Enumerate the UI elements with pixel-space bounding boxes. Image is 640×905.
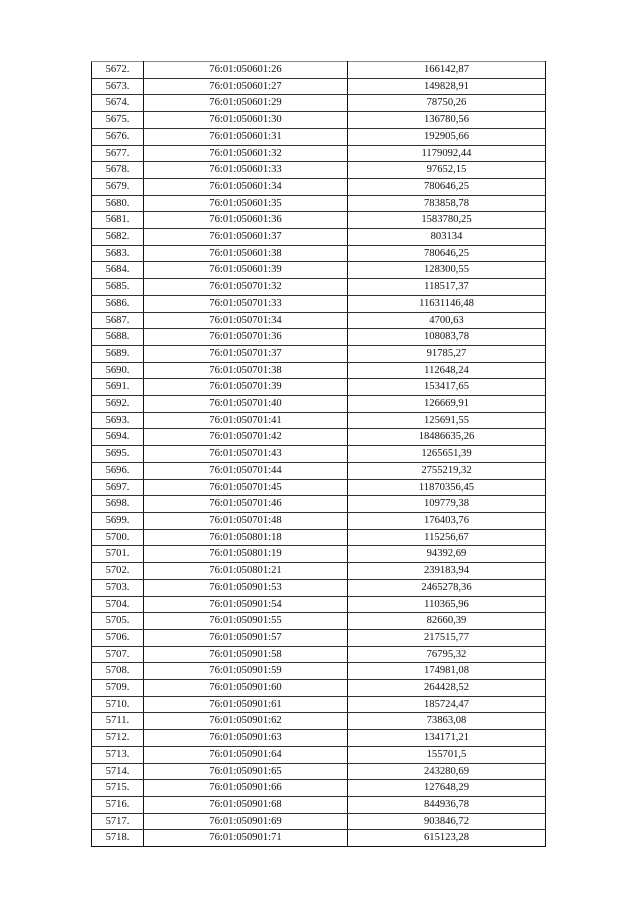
- cadastral-number-cell: 76:01:050901:66: [144, 780, 348, 797]
- cadastral-number-cell: 76:01:050801:18: [144, 529, 348, 546]
- cadastral-number-cell: 76:01:050701:37: [144, 345, 348, 362]
- table-row: [92, 145, 546, 162]
- cadastral-number-cell: 76:01:050701:41: [144, 412, 348, 429]
- cadastral-value-cell: 149828,91: [348, 78, 546, 95]
- table-row: [92, 579, 546, 596]
- cadastral-value-cell: 166142,87: [348, 62, 546, 79]
- row-number-cell: 5700.: [92, 529, 144, 546]
- cadastral-value-cell: 94392,69: [348, 546, 546, 563]
- cadastral-number-cell: 76:01:050601:26: [144, 62, 348, 79]
- row-number-cell: 5676.: [92, 128, 144, 145]
- cadastral-number-cell: 76:01:050901:62: [144, 713, 348, 730]
- cadastral-number-cell: 76:01:050701:34: [144, 312, 348, 329]
- cadastral-value-cell: 217515,77: [348, 629, 546, 646]
- cadastral-value-cell: 110365,96: [348, 596, 546, 613]
- cadastral-number-cell: 76:01:050701:40: [144, 396, 348, 413]
- row-number-cell: 5693.: [92, 412, 144, 429]
- cadastral-number-cell: 76:01:050701:46: [144, 496, 348, 513]
- cadastral-number-cell: 76:01:050901:60: [144, 680, 348, 697]
- row-number-cell: 5710.: [92, 696, 144, 713]
- row-number-cell: 5686.: [92, 295, 144, 312]
- table-row: [92, 780, 546, 797]
- cadastral-number-cell: 76:01:050601:33: [144, 162, 348, 179]
- cadastral-value-cell: 264428,52: [348, 680, 546, 697]
- table-row: [92, 329, 546, 346]
- table-row: [92, 429, 546, 446]
- cadastral-value-cell: 125691,55: [348, 412, 546, 429]
- row-number-cell: 5685.: [92, 279, 144, 296]
- cadastral-number-cell: 76:01:050701:42: [144, 429, 348, 446]
- table-row: [92, 479, 546, 496]
- cadastral-number-cell: 76:01:050901:64: [144, 746, 348, 763]
- row-number-cell: 5699.: [92, 512, 144, 529]
- table-row: [92, 613, 546, 630]
- cadastral-number-cell: 76:01:050901:69: [144, 813, 348, 830]
- row-number-cell: 5681.: [92, 212, 144, 229]
- cadastral-value-cell: 127648,29: [348, 780, 546, 797]
- cadastral-number-cell: 76:01:050601:31: [144, 128, 348, 145]
- row-number-cell: 5705.: [92, 613, 144, 630]
- table-row: [92, 830, 546, 847]
- table-row: [92, 763, 546, 780]
- cadastral-number-cell: 76:01:050601:32: [144, 145, 348, 162]
- cadastral-number-cell: 76:01:050901:59: [144, 663, 348, 680]
- cadastral-value-cell: 91785,27: [348, 345, 546, 362]
- cadastral-number-cell: 76:01:050901:68: [144, 796, 348, 813]
- row-number-cell: 5715.: [92, 780, 144, 797]
- table-row: [92, 813, 546, 830]
- row-number-cell: 5691.: [92, 379, 144, 396]
- cadastral-value-cell: 128300,55: [348, 262, 546, 279]
- cadastral-value-cell: 615123,28: [348, 830, 546, 847]
- table-row: [92, 412, 546, 429]
- row-number-cell: 5694.: [92, 429, 144, 446]
- table-row: [92, 195, 546, 212]
- row-number-cell: 5673.: [92, 78, 144, 95]
- cadastral-number-cell: 76:01:050901:53: [144, 579, 348, 596]
- table-row: [92, 529, 546, 546]
- table-row: [92, 162, 546, 179]
- row-number-cell: 5687.: [92, 312, 144, 329]
- table-row: [92, 95, 546, 112]
- table-row: [92, 696, 546, 713]
- table-row: [92, 746, 546, 763]
- table-row: [92, 796, 546, 813]
- cadastral-number-cell: 76:01:050901:58: [144, 646, 348, 663]
- cadastral-number-cell: 76:01:050701:38: [144, 362, 348, 379]
- cadastral-value-cell: 239183,94: [348, 563, 546, 580]
- cadastral-number-cell: 76:01:050601:35: [144, 195, 348, 212]
- table-row: [92, 546, 546, 563]
- cadastral-number-cell: 76:01:050901:65: [144, 763, 348, 780]
- cadastral-value-cell: 11631146,48: [348, 295, 546, 312]
- cadastral-value-cell: 73863,08: [348, 713, 546, 730]
- table-row: [92, 379, 546, 396]
- table-row: [92, 112, 546, 129]
- row-number-cell: 5672.: [92, 62, 144, 79]
- cadastral-value-cell: 109779,38: [348, 496, 546, 513]
- table-body: [92, 62, 546, 847]
- table-row: [92, 462, 546, 479]
- table-row: [92, 312, 546, 329]
- cadastral-value-cell: 2755219,32: [348, 462, 546, 479]
- cadastral-number-cell: 76:01:050701:43: [144, 446, 348, 463]
- table-row: [92, 262, 546, 279]
- cadastral-value-cell: 243280,69: [348, 763, 546, 780]
- cadastral-value-cell: 174981,08: [348, 663, 546, 680]
- row-number-cell: 5707.: [92, 646, 144, 663]
- row-number-cell: 5708.: [92, 663, 144, 680]
- table-row: [92, 563, 546, 580]
- table-row: [92, 345, 546, 362]
- cadastral-number-cell: 76:01:050601:34: [144, 178, 348, 195]
- row-number-cell: 5704.: [92, 596, 144, 613]
- table-row: [92, 713, 546, 730]
- table-row: [92, 512, 546, 529]
- row-number-cell: 5698.: [92, 496, 144, 513]
- row-number-cell: 5709.: [92, 680, 144, 697]
- table-row: [92, 279, 546, 296]
- cadastral-number-cell: 76:01:050701:39: [144, 379, 348, 396]
- cadastral-number-cell: 76:01:050601:39: [144, 262, 348, 279]
- row-number-cell: 5690.: [92, 362, 144, 379]
- cadastral-number-cell: 76:01:050701:45: [144, 479, 348, 496]
- cadastral-value-cell: 4700,63: [348, 312, 546, 329]
- cadastral-number-cell: 76:01:050601:37: [144, 229, 348, 246]
- cadastral-value-cell: 153417,65: [348, 379, 546, 396]
- cadastral-number-cell: 76:01:050601:29: [144, 95, 348, 112]
- table-row: [92, 396, 546, 413]
- row-number-cell: 5706.: [92, 629, 144, 646]
- table-row: [92, 646, 546, 663]
- cadastral-value-cell: 844936,78: [348, 796, 546, 813]
- cadastral-value-cell: 1583780,25: [348, 212, 546, 229]
- row-number-cell: 5703.: [92, 579, 144, 596]
- row-number-cell: 5683.: [92, 245, 144, 262]
- table-row: [92, 62, 546, 79]
- cadastral-value-cell: 18486635,26: [348, 429, 546, 446]
- table-row: [92, 245, 546, 262]
- cadastral-value-cell: 78750,26: [348, 95, 546, 112]
- table-row: [92, 229, 546, 246]
- cadastral-number-cell: 76:01:050701:32: [144, 279, 348, 296]
- cadastral-value-cell: 903846,72: [348, 813, 546, 830]
- table-row: [92, 212, 546, 229]
- cadastral-number-cell: 76:01:050901:61: [144, 696, 348, 713]
- cadastral-value-cell: 97652,15: [348, 162, 546, 179]
- cadastral-value-cell: 1265651,39: [348, 446, 546, 463]
- cadastral-value-table: [91, 61, 546, 847]
- cadastral-value-cell: 108083,78: [348, 329, 546, 346]
- cadastral-value-cell: 192905,66: [348, 128, 546, 145]
- cadastral-number-cell: 76:01:050701:44: [144, 462, 348, 479]
- cadastral-number-cell: 76:01:050901:57: [144, 629, 348, 646]
- table-row: [92, 596, 546, 613]
- cadastral-number-cell: 76:01:050901:63: [144, 730, 348, 747]
- table-row: [92, 78, 546, 95]
- cadastral-value-cell: 134171,21: [348, 730, 546, 747]
- row-number-cell: 5697.: [92, 479, 144, 496]
- cadastral-number-cell: 76:01:050901:54: [144, 596, 348, 613]
- row-number-cell: 5701.: [92, 546, 144, 563]
- cadastral-value-cell: 76795,32: [348, 646, 546, 663]
- cadastral-number-cell: 76:01:050601:30: [144, 112, 348, 129]
- table-row: [92, 362, 546, 379]
- cadastral-number-cell: 76:01:050901:71: [144, 830, 348, 847]
- table-row: [92, 680, 546, 697]
- row-number-cell: 5688.: [92, 329, 144, 346]
- cadastral-value-cell: 185724,47: [348, 696, 546, 713]
- row-number-cell: 5677.: [92, 145, 144, 162]
- cadastral-value-cell: 2465278,36: [348, 579, 546, 596]
- cadastral-value-cell: 783858,78: [348, 195, 546, 212]
- cadastral-number-cell: 76:01:050801:19: [144, 546, 348, 563]
- row-number-cell: 5674.: [92, 95, 144, 112]
- row-number-cell: 5712.: [92, 730, 144, 747]
- cadastral-number-cell: 76:01:050701:33: [144, 295, 348, 312]
- cadastral-value-cell: 118517,37: [348, 279, 546, 296]
- row-number-cell: 5679.: [92, 178, 144, 195]
- cadastral-value-cell: 115256,67: [348, 529, 546, 546]
- cadastral-number-cell: 76:01:050601:27: [144, 78, 348, 95]
- cadastral-value-cell: 112648,24: [348, 362, 546, 379]
- row-number-cell: 5678.: [92, 162, 144, 179]
- row-number-cell: 5684.: [92, 262, 144, 279]
- row-number-cell: 5711.: [92, 713, 144, 730]
- row-number-cell: 5675.: [92, 112, 144, 129]
- table-row: [92, 629, 546, 646]
- cadastral-value-cell: 126669,91: [348, 396, 546, 413]
- row-number-cell: 5692.: [92, 396, 144, 413]
- cadastral-value-cell: 82660,39: [348, 613, 546, 630]
- table-row: [92, 128, 546, 145]
- cadastral-value-cell: 780646,25: [348, 178, 546, 195]
- cadastral-value-cell: 1179092,44: [348, 145, 546, 162]
- table-row: [92, 446, 546, 463]
- row-number-cell: 5716.: [92, 796, 144, 813]
- table-row: [92, 730, 546, 747]
- table-row: [92, 496, 546, 513]
- cadastral-value-cell: 155701,5: [348, 746, 546, 763]
- row-number-cell: 5714.: [92, 763, 144, 780]
- row-number-cell: 5718.: [92, 830, 144, 847]
- row-number-cell: 5695.: [92, 446, 144, 463]
- cadastral-value-cell: 803134: [348, 229, 546, 246]
- row-number-cell: 5713.: [92, 746, 144, 763]
- table-row: [92, 178, 546, 195]
- row-number-cell: 5717.: [92, 813, 144, 830]
- cadastral-value-cell: 176403,76: [348, 512, 546, 529]
- cadastral-value-cell: 780646,25: [348, 245, 546, 262]
- row-number-cell: 5682.: [92, 229, 144, 246]
- cadastral-number-cell: 76:01:050901:55: [144, 613, 348, 630]
- row-number-cell: 5696.: [92, 462, 144, 479]
- cadastral-number-cell: 76:01:050601:36: [144, 212, 348, 229]
- cadastral-value-cell: 11870356,45: [348, 479, 546, 496]
- table-row: [92, 663, 546, 680]
- cadastral-number-cell: 76:01:050801:21: [144, 563, 348, 580]
- row-number-cell: 5680.: [92, 195, 144, 212]
- cadastral-number-cell: 76:01:050701:36: [144, 329, 348, 346]
- row-number-cell: 5702.: [92, 563, 144, 580]
- cadastral-value-cell: 136780,56: [348, 112, 546, 129]
- cadastral-number-cell: 76:01:050701:48: [144, 512, 348, 529]
- cadastral-number-cell: 76:01:050601:38: [144, 245, 348, 262]
- table-row: [92, 295, 546, 312]
- row-number-cell: 5689.: [92, 345, 144, 362]
